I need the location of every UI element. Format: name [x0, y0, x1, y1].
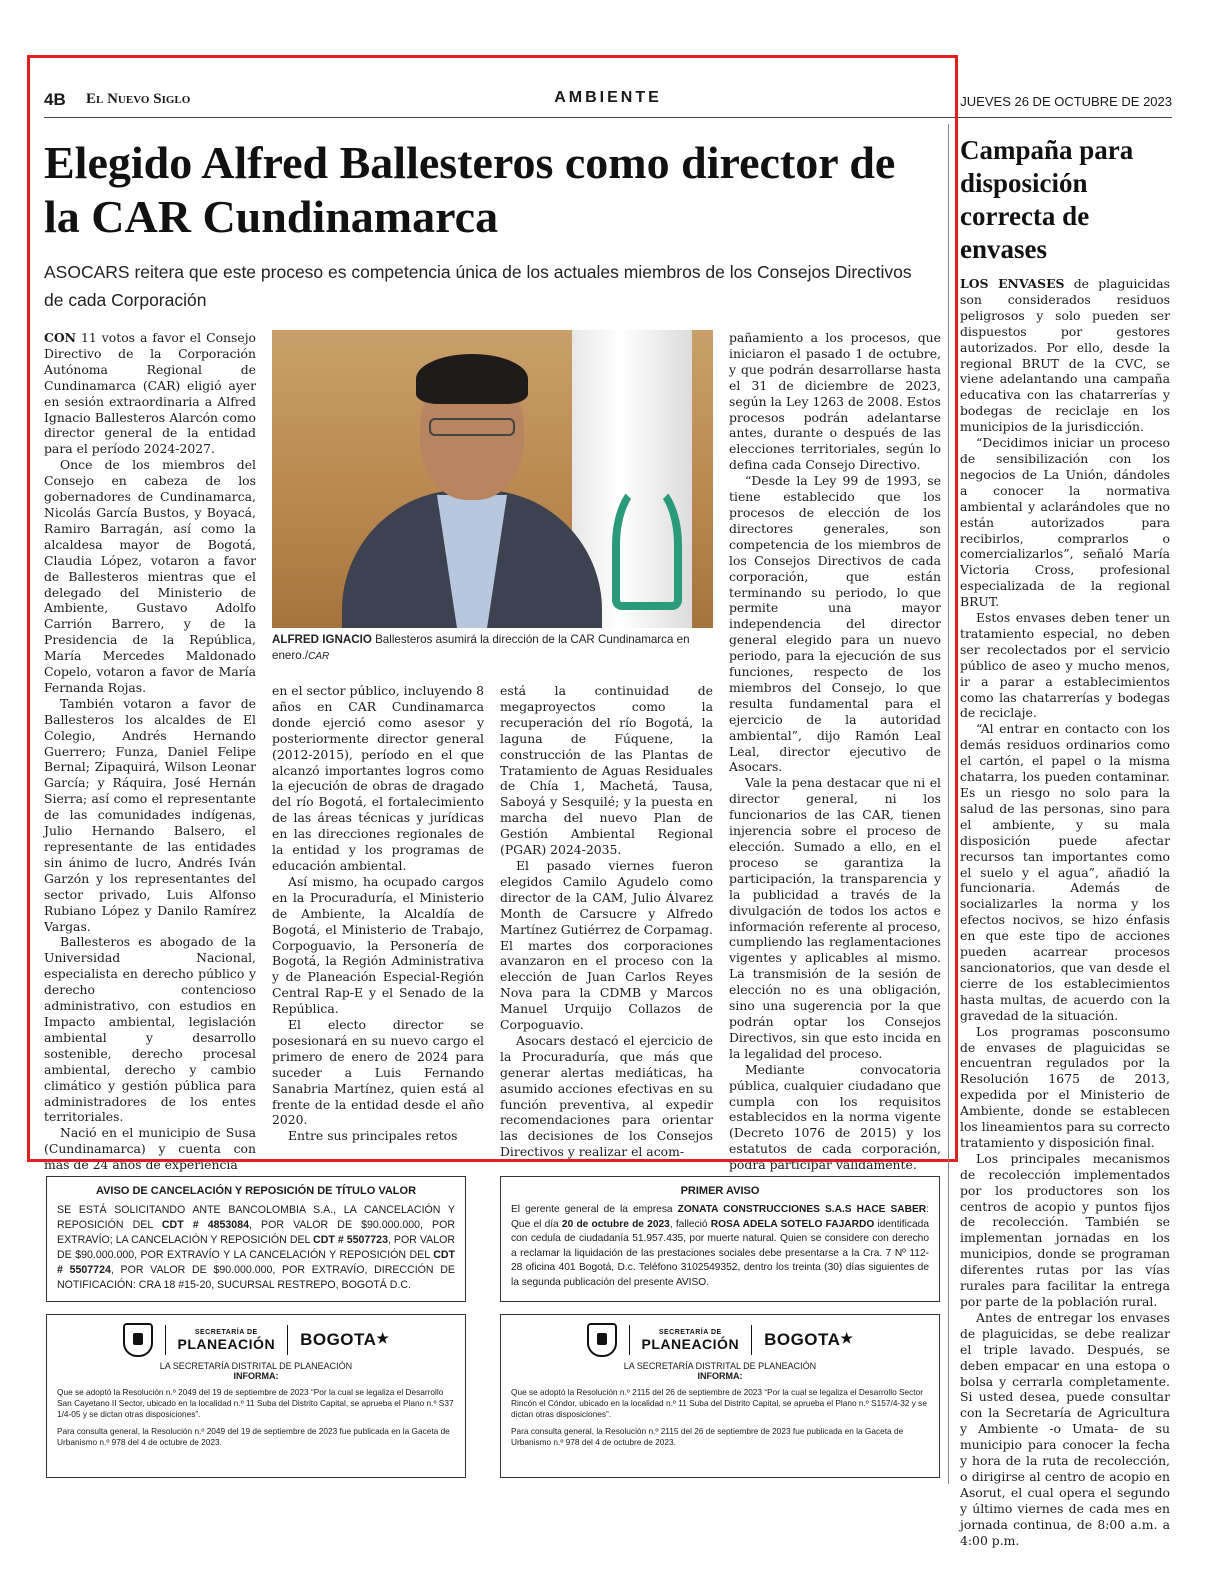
- notice-body: El gerente general de la empresa ZONATA CONSTRUCCIONES S.A.S HACE SABER: Que el día 20 de octubre de 2023, falleció ROSA ADELA SOTELO FAJARDO identificada con cedula de ciudadanía 51.957.435, por muerte natural. Quien se considere con derecho a reclamar la liquidación de las prestaciones sociales debe presentarse a la Cra. 7 Nº 112-28 oficina 401 Bogotá, D.c. Teléfono 3102549352, dentro los treinta (30) días siguientes de la segunda publicación del presente AVISO.: [511, 1204, 929, 1288]
- notice-sdp-resolution-2049: [46, 1314, 466, 1478]
- photo-credit: CAR: [308, 651, 330, 662]
- article-paragraph: El pasado viernes fueron elegidos Camilo Agudelo como director de la CAM, Julio Álvarez Month de Carsucre y Alfredo Martínez Gutiérrez de Corpamag. El martes dos corporaciones avanzaron en el proceso con la elección de Juan Carlos Reyes Nova para la CDMB y Marcos Manuel Urquijo Collazos de Corpoguavio.: [500, 857, 713, 1033]
- page-header: [44, 88, 1172, 118]
- lead-word: LOS ENVASES: [960, 276, 1065, 291]
- article-paragraph: está la continuidad de megaproyectos como la recuperación del río Bogotá, la laguna de Fúquene, la construcción de las Plantas de Tratamiento de Aguas Residuales de Chía 1, Machetá, Tausa, Saboyá y Sesquilé; y la puesta en marcha del nuevo Plan de Gestión Ambiental Regional (PGAR) 2024-2035.: [500, 683, 713, 858]
- star-icon: ★: [376, 1330, 390, 1346]
- column-divider: [948, 124, 949, 1484]
- planeacion-logo: SECRETARÍA DE PLANEACIÓN: [641, 1328, 740, 1352]
- article-paragraph: Así mismo, ha ocupado cargos en la Procuraduría, el Ministerio de Ambiente, la Alcaldía de Bogotá, el Ministerio de Trabajo, Corpoguavio, la Personería de Bogotá, la Región Administrativa y de Planeación Especial-Región Central Rap-E y el Senado de la República.: [272, 873, 484, 1017]
- section-name: AMBIENTE: [554, 89, 662, 106]
- article-paragraph: Mediante convocatoria pública, cualquier ciudadano que cumpla con los requisitos establecidos en la norma vigente (Decreto 1076 de 2015) y los estatutos de cada corporación, podrá participar válidamente.: [729, 1061, 941, 1173]
- article-column-4: [729, 330, 941, 1173]
- article-paragraph: en el sector público, incluyendo 8 años en CAR Cundinamarca donde ejerció como asesor y posteriormente director general (2012-2015), período en el que alcanzó importantes logros como la ejecución de obras de dragado del río Bogotá, el fortalecimiento de las áreas técnicas y jurídicas en las direcciones regionales de la entidad y los programas de educación ambiental.: [272, 683, 484, 873]
- article-paragraph: Vale la pena destacar que ni el director general, ni los funcionarios de las CAR, tienen injerencia sobre el proceso de elección. Sumado a ello, en el proceso se garantiza la participación, la transparencia y la publicidad a través de la divulgación de todos los actos e información referente al proceso, cumpliendo las reglamentaciones vigentes y aplicables al mismo. La transmisión de la sesión de elección no es una obligación, sino una sugerencia por la que podrán optar los Consejos Directivos, sin que esto incida en la legalidad del proceso.: [729, 775, 941, 1061]
- article-column-2: [272, 683, 484, 1144]
- article-paragraph: “Desde la Ley 99 de 1993, se tiene establecido que los procesos de elección de los directores generales, son competencia de los miembros de los Consejos Directivos de cada corporación, que están terminando su periodo, lo que permite una mayor independencia del director general elegido para un nuevo periodo, para la ejecución de sus funciones, respecto de los miembros del Consejo, lo que resulta fundamental para el ejercicio de la autoridad ambiental”, dijo Ramón Leal Leal, director ejecutivo de Asocars.: [729, 473, 941, 775]
- article-paragraph: Ballesteros es abogado de la Universidad Nacional, especialista en derecho público y derecho contencioso administrativo, con estudios en Impacto ambiental, legislación ambiental y desarrollo sostenible, derecho procesal ambiental, derecho y cambio climático y gestión pública para administradores de los entes territoriales.: [44, 934, 256, 1125]
- coat-of-arms-icon: [587, 1323, 617, 1357]
- notice-title: PRIMER AVISO: [680, 1185, 760, 1197]
- article-paragraph: Entre sus principales retos: [288, 1128, 458, 1144]
- star-icon: ★: [840, 1330, 854, 1346]
- portrait-photo: [272, 330, 713, 628]
- notice-body: Que se adoptó la Resolución n.º 2115 del 26 de septiembre de 2023 “Por la cual se legaliza el Desarrollo Sector Rincón el Cóndor, ubicado en la localidad n.º 11 Suba del Distrito Capital, se aprueba el Plano n.º S157/4-32 y se dictan otras disposiciones”.: [511, 1387, 927, 1419]
- notice-body: Que se adoptó la Resolución n.º 2049 del 19 de septiembre de 2023 “Por la cual se legaliza el Desarrollo San Cayetano II Sector, ubicado en la localidad n.º 11 Suba del Distrito Capital, se aprueba el Plano n.º S37 1/4-05 y se dictan otras disposiciones”.: [57, 1387, 454, 1419]
- newspaper-name: El Nuevo Siglo: [86, 91, 191, 107]
- issue-date: JUEVES 26 DE OCTUBRE DE 2023: [960, 94, 1172, 109]
- notice-body: SE ESTÁ SOLICITANDO ANTE BANCOLOMBIA S.A., LA CANCELACIÓN Y REPOSICIÓN DEL CDT # 4853084, POR VALOR DE $90.000.000, POR EXTRAVÍO; LA CANCELACIÓN Y REPOSICIÓN DEL CDT # 5507723, POR VALOR DE $90.000.000, POR EXTRAVÍO Y LA CANCELACIÓN Y REPOSICIÓN DEL CDT # 5507724, POR VALOR DE $90.000.000, POR EXTRAVÍO, DIRECCIÓN DE NOTIFICACIÓN: CRA 18 #15-20, SUCURSAL RESTREPO, BOGOTÁ D.C.: [57, 1204, 456, 1291]
- sidebar-paragraph: Los principales mecanismos de recolección implementados por los productores son los centros de acopio y puntos fijos de recolección. También se implementan jornadas en los municipios, donde se programan diferentes rutas por las vías rurales para facilitar la entrega por parte de la población rural.: [960, 1150, 1170, 1309]
- article-paragraph: pañamiento a los procesos, que iniciaron el pasado 1 de octubre, y que podrán desarrollarse hasta el 31 de diciembre de 2023, según la Ley 1263 de 2008. Estos procesos podrán adelantarse antes, durante o después de las elecciones territoriales, según lo defina cada Consejo Directivo.: [729, 330, 941, 473]
- planeacion-logo: SECRETARÍA DE PLANEACIÓN: [177, 1328, 276, 1352]
- article-paragraph: Asocars destacó el ejercicio de la Procuraduría, que más que generar alertas mediáticas, ha asumido acciones efectivas en su función preventiva, al expedir recomendaciones para orientar las decisiones de los Consejos Directivos y realizar el acom-: [500, 1032, 713, 1160]
- notice-sdp-resolution-2115: [500, 1314, 940, 1478]
- article-paragraph: CON 11 votos a favor el Consejo Directivo de la Corporación Autónoma Regional de Cundinamarca (CAR) eligió ayer en sesión extraordinaria a Alfred Ignacio Ballesteros Alarcón como director general de la entidad para el período 2024-2027.: [44, 330, 256, 457]
- article-paragraph: Once de los miembros del Consejo en cabeza de los gobernadores de Cundinamarca, Nicolás García Bustos, y Boyacá, Ramiro Barragán, así como la alcaldesa mayor de Bogotá, Claudia López, votaron a favor de Ballesteros mientras que el delegado del Ministerio de Ambiente, Gustavo Adolfo Carrión Barrero, y de la Presidencia de la República, María Mercedes Maldonado Copelo, votaron a favor de María Fernanda Rojas.: [44, 457, 256, 695]
- coat-of-arms-icon: [123, 1323, 153, 1357]
- notice-informa: INFORMA:: [233, 1371, 279, 1381]
- page-number: 4B: [44, 90, 66, 109]
- notice-entity: LA SECRETARÍA DISTRITAL DE PLANEACIÓN: [159, 1361, 353, 1371]
- notice-informa: INFORMA:: [697, 1371, 743, 1381]
- sidebar-title: Campaña para disposición correcta de envases: [960, 135, 1134, 264]
- notice-title: AVISO DE CANCELACIÓN Y REPOSICIÓN DE TÍTULO VALOR: [95, 1185, 417, 1197]
- sidebar-paragraph: “Al entrar en contacto con los demás residuos ordinarios como el cartón, el papel o la misma chatarra, los pueden contaminar. Es un riesgo no solo para la salud de las personas, sino para el ambiente, y su mala disposición puede afectar recursos tan importantes como el suelo y el agua”, añadió la funcionaria. Además de socializarles la norma y los efectos nocivos, se hizo énfasis en que este tipo de acciones pueden acarrear procesos sancionatorios, que van desde el cierre de los establecimientos hasta multas, de acuerdo con la gravedad de la situación.: [960, 721, 1170, 1023]
- notice-body: Para consulta general, la Resolución n.º 2049 del 19 de septiembre de 2023 fue publicada en la Gaceta de Urbanismo n.º 978 del 4 de octubre de 2023.: [57, 1426, 450, 1447]
- notice-entity: LA SECRETARÍA DISTRITAL DE PLANEACIÓN: [623, 1361, 817, 1371]
- photo-glasses-shape: [429, 418, 515, 436]
- notice-body: Para consulta general, la Resolución n.º 2115 del 26 de septiembre de 2023 fue publicada en la Gaceta de Urbanismo n.º 978 del 4 de octubre de 2023.: [511, 1426, 904, 1447]
- article-column-1: [44, 330, 256, 1173]
- sidebar-paragraph: LOS ENVASES de plaguicidas son considerados residuos peligrosos y solo pueden ser dispuestos por gestores autorizados. Por ello, desde la regional BRUT de la CVC, se viene adelantando una campaña educativa con las chatarrerías y bodegas de reciclaje en los municipios de la jurisdicción.: [960, 276, 1170, 435]
- bogota-logo: BOGOTA★: [764, 1330, 854, 1349]
- article-paragraph: Nació en el municipio de Susa (Cundinamarca) y cuenta con más de 24 años de experiencia: [44, 1125, 256, 1173]
- article-headline: Elegido Alfred Ballesteros como director de la CAR Cundinamarca: [44, 137, 896, 242]
- article-paragraph: El electo director se posesionará en su nuevo cargo el primero de enero de 2024 para suceder a Luis Fernando Sanabria Martínez, quien está al frente de la entidad desde el año 2020.: [272, 1017, 484, 1128]
- sdp-logos: [511, 1323, 929, 1357]
- lead-word: CON: [44, 330, 76, 345]
- notice-primer-aviso: [500, 1176, 940, 1302]
- notice-cdt-cancellation: [46, 1176, 466, 1302]
- article-paragraph: También votaron a favor de Ballesteros los alcaldes de El Colegio, Andrés Hernando Guerrero; Funza, Daniel Felipe Bernal; Zipaquirá, Wilson Leonar García; y Ráquira, José Hernán Sierra; así como el representante de las comunidades indígenas, Julio Hernando Balsero, el representante de las entidades sin ánimo de lucro, Andrés Iván Garzón y los representantes del sector privado, Luis Alfonso Rubiano López y Danilo Ramírez Vargas.: [44, 695, 256, 934]
- sdp-logos: [57, 1323, 455, 1357]
- article-subheadline: ASOCARS reitera que este proceso es competencia única de los actuales miembros de los Consejos Directivos de cada Corporación: [44, 262, 912, 310]
- sidebar-paragraph: Antes de entregar los envases de plaguicidas, se debe realizar el triple lavado. Después, se deben empacar en una estopa o bolsa y cerrarla completamente. Si usted desea, puede consultar con la Secretaría de Agricultura y Ambiente -o Umata- de su municipio para conocer la fecha y hora de la ruta de recolección, o dirigirse al centro de acopio en Asorut, el cual opera el segundo y último viernes de cada mes en jornada continua, de 8:00 a.m. a 4:00 p.m.: [960, 1309, 1170, 1548]
- sidebar-paragraph: Estos envases deben tener un tratamiento especial, no deben ser recolectados por el servicio público de aseo y mucho menos, ir a parar a establecimientos como las chatarrerías y bodegas de reciclaje.: [960, 610, 1170, 721]
- sidebar-paragraph: “Decidimos iniciar un proceso de sensibilización con los negocios de La Unión, dándoles a conocer la normativa ambiental y aclarándoles que no están autorizados para recibirlos, comprarlos o comercializarlos”, señaló María Victoria Cross, profesional especializada de la regional BRUT.: [960, 435, 1170, 610]
- photo-hair-shape: [416, 354, 528, 404]
- photo-caption: ALFRED IGNACIO Ballesteros asumirá la dirección de la CAR Cundinamarca en enero./CAR: [272, 633, 690, 662]
- sidebar-column: [960, 276, 1170, 1549]
- article-column-3: [500, 683, 713, 1160]
- sidebar-paragraph: Los programas posconsumo de envases de plaguicidas se encuentran regulados por la Resolución 1675 de 2013, expedida por el Ministerio de Ambiente, donde se establecen los lineamientos para su correcto tratamiento y disposición final.: [960, 1023, 1170, 1150]
- bogota-logo: BOGOTA★: [300, 1330, 390, 1349]
- car-logo-shape: [612, 480, 682, 610]
